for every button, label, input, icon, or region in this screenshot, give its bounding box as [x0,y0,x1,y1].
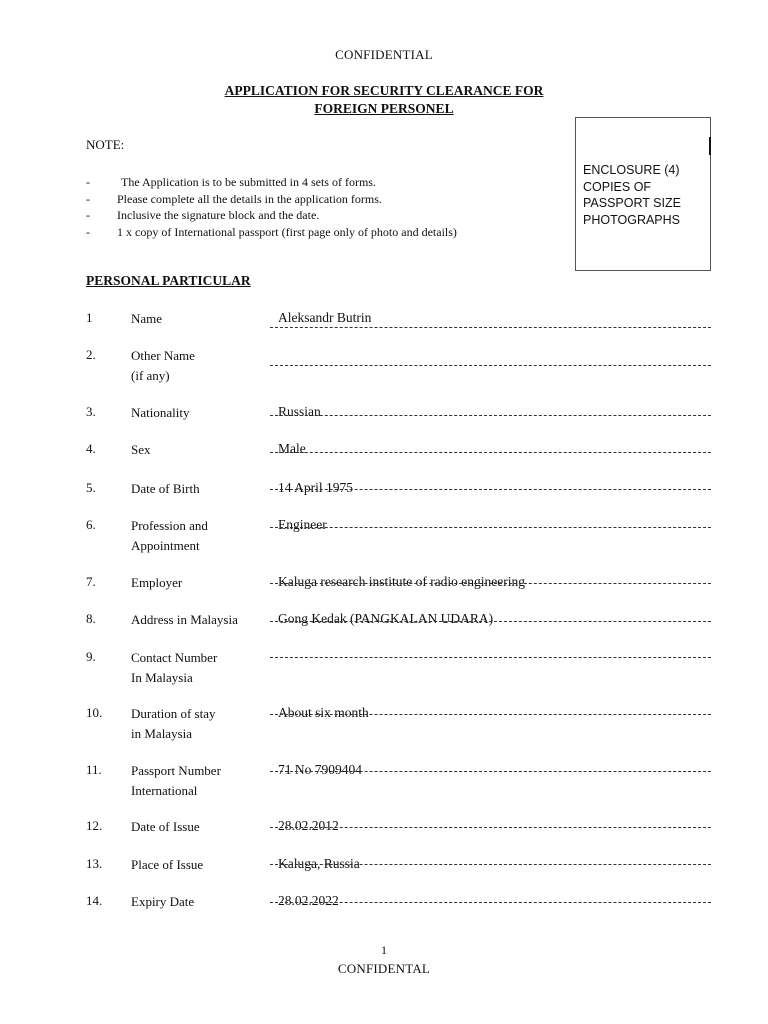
field-label: Date of Birth [131,481,200,496]
field-underline [270,864,711,865]
field-value[interactable]: 71 No 7909404 [278,762,362,777]
field-value[interactable]: 28.02.2022 [278,893,339,908]
field-value[interactable]: Male [278,441,306,456]
field-label: Place of Issue [131,857,204,872]
field-label: Sex [131,442,151,457]
field-underline [270,415,711,416]
field-number: 12. [86,818,103,833]
field-value[interactable]: Kaluga, Russia [278,856,360,871]
field-number: 6. [86,517,96,532]
field-number: 9. [86,649,96,664]
field-value[interactable]: Gong Kedak (PANGKALAN UDARA) [278,611,494,626]
field-label: Other Name (if any) [131,348,195,383]
field-underline [270,621,711,622]
field-number: 10. [86,705,103,720]
section-title-personal-particular: PERSONAL PARTICULAR [86,273,251,288]
field-underline [270,657,711,658]
field-underline [270,489,711,490]
field-underline [270,365,711,366]
field-label: Employer [131,575,183,590]
field-number: 8. [86,611,96,626]
field-number: 1 [86,310,93,325]
field-number: 3. [86,404,96,419]
field-number: 7. [86,574,96,589]
field-number: 14. [86,893,103,908]
box-mark [709,137,711,155]
field-underline [270,527,711,528]
photo-enclosure-box [575,117,711,271]
field-value[interactable]: Aleksandr Butrin [278,310,372,325]
field-number: 4. [86,441,96,456]
confidential-header: CONFIDENTIAL [335,47,433,62]
field-label: Date of Issue [131,819,200,834]
field-label: Name [131,311,163,326]
field-number: 2. [86,347,96,362]
field-label: Nationality [131,405,190,420]
field-underline [270,583,711,584]
field-value[interactable]: Engineer [278,517,327,532]
photo-enclosure-text: ENCLOSURE (4) COPIES OF PASSPORT SIZE PHOTOGRAPHS [583,163,681,227]
field-underline [270,827,711,828]
form-title-line2: FOREIGN PERSONEL [314,101,454,116]
field-number: 5. [86,480,96,495]
field-value[interactable]: Kaluga research institute of radio engineering [278,574,526,589]
field-underline [270,771,711,772]
field-underline [270,327,711,328]
field-underline [270,452,711,453]
field-underline [270,902,711,903]
confidential-footer: CONFIDENTAL [337,961,431,976]
field-underline [270,714,711,715]
form-title-line1: APPLICATION FOR SECURITY CLEARANCE FOR [224,83,544,98]
field-value[interactable]: Russian [278,404,321,419]
field-label: Contact Number In Malaysia [131,650,218,685]
field-label: Passport Number International [131,763,221,798]
page-number: 1 [381,943,387,957]
field-value[interactable]: About six month [278,705,369,720]
field-label: Profession and Appointment [131,518,208,553]
field-value[interactable]: 14 April 1975 [278,480,354,495]
field-value[interactable]: 28.02.2012 [278,818,339,833]
field-number: 13. [86,856,103,871]
field-label: Address in Malaysia [131,612,238,627]
field-number: 11. [86,762,102,777]
field-label: Expiry Date [131,894,195,909]
note-label: NOTE: [86,137,125,152]
field-label: Duration of stay in Malaysia [131,706,216,741]
